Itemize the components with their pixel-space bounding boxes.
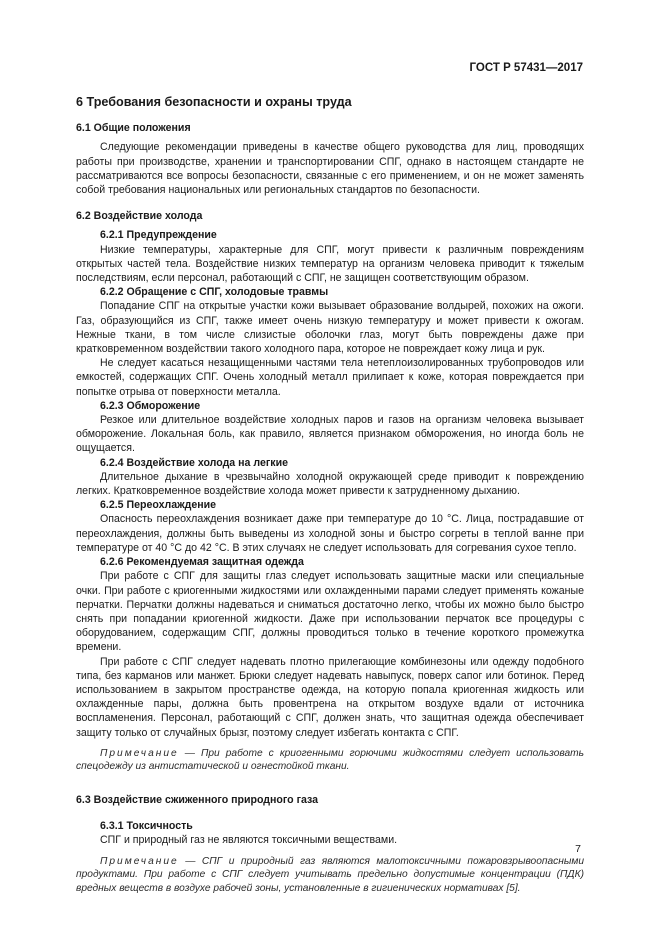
section-6-2-4-title: 6.2.4 Воздействие холода на легкие — [100, 456, 288, 469]
section-6-title: 6 Требования безопасности и охраны труда — [76, 95, 352, 109]
section-6-3-1-title: 6.3.1 Токсичность — [100, 820, 193, 833]
note-label: Примечание — [100, 747, 179, 759]
page-content — [76, 95, 584, 895]
section-6-2-4-text: Длительное дыхание в чрезвычайно холодной окружающей среде приводит к повреждению легких. Кратковременное воздействие холода может привести к затрудненному дыханию. — [76, 470, 584, 498]
section-6-3-1-note — [76, 855, 584, 896]
section-6-1-text: Следующие рекомендации приведены в качестве общего руководства для лиц, проводящих работы при производстве, хранении и транспортировании СПГ, однако в настоящем стандарте не рассматриваются все вопросы безопасности, связанные с его применением, и он не может заменять собой требования национальных или региональных стандартов по безопасности. — [76, 141, 584, 197]
section-6-2-3-title: 6.2.3 Обморожение — [100, 399, 201, 412]
page-number: 7 — [575, 843, 581, 855]
section-6-3-1-text: СПГ и природный газ не являются токсичными веществами. — [100, 834, 398, 847]
section-6-2-6-note — [76, 747, 584, 774]
standard-number: ГОСТ Р 57431—2017 — [469, 62, 583, 74]
section-6-2-2-text-1: Попадание СПГ на открытые участки кожи вызывает образование волдырей, похожих на ожоги. Газ, образующийся из СПГ, также имеет очень низкую температуру и может привести к ожогам. Нежные ткани, в том числе слизистые оболочки глаз, могут быть повреждены даже при кратковременном воздействии такого холодного пара, которое не повреждает кожу лица и рук. — [76, 300, 584, 356]
section-6-2-2-text-2: Не следует касаться незащищенными частями тела нетеплоизолированных трубопроводов или емкостей, содержащих СПГ. Очень холодный металл прилипает к коже, которая повреждается при попытке отрыва от поверхности металла. — [76, 357, 584, 398]
section-6-2-5-title: 6.2.5 Переохлаждение — [100, 499, 217, 512]
section-6-2-6-text-1: При работе с СПГ для защиты глаз следует использовать защитные маски или специальные очки. При работе с криогенными жидкостями или охлажденными парами следует применять кожаные перчатки. Перчатки должны надеваться и сниматься достаточно легко, чтобы их можно было быстро снять при попадании криогенной жидкости. Даже при использовании перчаток все процедуры с оборудованием, содержащим СПГ, должны проводиться только в течение короткого промежутка времени. — [76, 570, 584, 654]
section-6-3-title: 6.3 Воздействие сжиженного природного газа — [76, 793, 319, 806]
section-6-2-1-text: Низкие температуры, характерные для СПГ, могут привести к различным повреждениям открытых частей тела. Воздействие низких температур на организм человека приводит к тяжелым последствиям, если персонал, работающий с СПГ, не защищен соответствующим образом. — [76, 243, 584, 285]
section-6-2-6-text-2: При работе с СПГ следует надевать плотно прилегающие комбинезоны или одежду подобного типа, без карманов или манжет. Брюки следует надевать навыпуск, поверх сапог или ботинок. Перед использованием в закрытом пространстве одежда, на которую попала криогенная жидкость или охлажденные пары, должна быть провентрена на открытом воздухе вдали от источника воспламенения. Персонал, работающий с СПГ, должен знать, что защитная одежда обеспечивает защиту только от случайных брызг, поэтому следует избегать контакта с СПГ. — [76, 655, 584, 739]
section-6-2-title: 6.2 Воздействие холода — [76, 210, 203, 223]
section-6-2-6-title: 6.2.6 Рекомендуемая защитная одежда — [100, 556, 304, 569]
note-text: — При работе с криогенными горючими жидкостями следует использовать спецодежду из антистатической и огнестойкой ткани. — [76, 747, 584, 773]
section-6-1-title: 6.1 Общие положения — [76, 122, 191, 135]
section-6-2-5-text: Опасность переохлаждения возникает даже при температуре до 10 °С. Лица, пострадавшие от переохлаждения, должны быть выведены из холодной зоны и быстро согреты в теплой ванне при температуре от 40 °С до 42 °С. В этих случаях не следует использовать для согревания сухое тепло. — [76, 513, 584, 554]
section-6-2-2-title: 6.2.2 Обращение с СПГ, холодовые травмы — [100, 286, 329, 299]
note-label: Примечание — [100, 855, 179, 867]
section-6-2-1-title: 6.2.1 Предупреждение — [100, 229, 217, 242]
section-6-2-3-text: Резкое или длительное воздействие холодных паров и газов на организм человека вызывает обморожение. Локальная боль, как правило, является признаком обморожения, но иногда боль не ощущается. — [76, 414, 584, 455]
note-text: — СПГ и природный газ являются малотоксичными пожаровзрывоопасными продуктами. При работе с СПГ следует учитывать предельно допустимые концентрации (ПДК) вредных веществ в воздухе рабочей зоны, установленные в гигиенических нормативах [5]. — [76, 855, 584, 894]
